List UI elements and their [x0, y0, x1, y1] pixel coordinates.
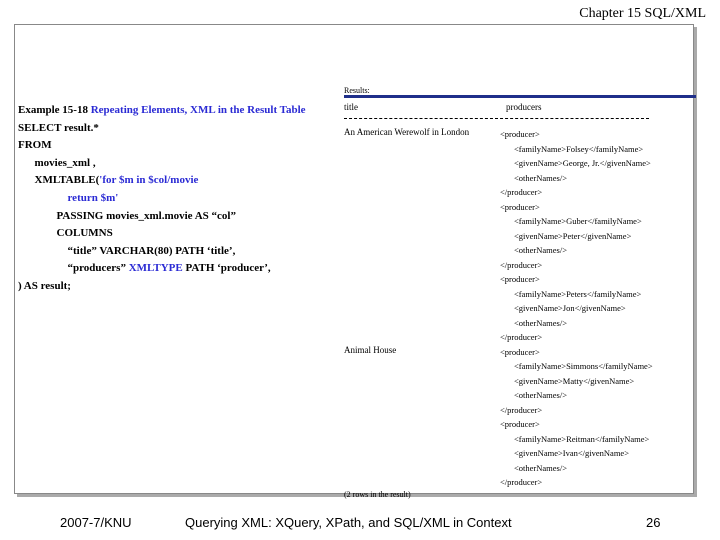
producer-xml-line: <otherNames/>: [514, 390, 568, 400]
results-label: Results:: [344, 86, 370, 95]
blue-rule: [344, 95, 696, 98]
producer-xml-line: </producer>: [500, 259, 543, 270]
sql-line: COLUMNS: [56, 227, 113, 240]
producer-xml-line: </producer>: [500, 404, 543, 415]
footer-date: 2007-7/KNU: [60, 515, 132, 530]
page-number: 26: [646, 515, 661, 530]
producer-xml-line: <producer>: [500, 129, 540, 139]
producer-xml-line: </producer>: [500, 332, 543, 342]
producer-xml-line: <givenName>Ivan</givenName>: [514, 448, 629, 458]
sql-line: PASSING movies_xml.movie AS “col”: [56, 209, 236, 222]
producer-xml-line: <otherNames/>: [514, 317, 568, 328]
result-row-title: An American Werewolf in London: [344, 127, 470, 137]
producer-xml-line: </producer>: [500, 477, 543, 487]
sql-line: XMLTABLE('for $m in $col/movie: [34, 174, 199, 187]
slide-header-title: Chapter 15 SQL/XML: [579, 6, 706, 21]
header-divider: [344, 118, 649, 119]
sql-line: movies_xml ,: [34, 156, 96, 169]
footer-title: Querying XML: XQuery, XPath, and SQL/XML in Context: [185, 515, 512, 530]
sql-line: ) AS result;: [18, 279, 71, 292]
sql-line: “title” VARCHAR(80) PATH ‘title’,: [67, 244, 236, 257]
example-heading: Example 15-18 Repeating Elements, XML in the Result Table: [18, 104, 306, 116]
producer-xml-line: <producer>: [500, 419, 540, 429]
sql-example: [18, 102, 306, 296]
producer-xml-line: <familyName>Peters</familyName>: [514, 288, 642, 299]
producer-xml-line: <givenName>Jon</givenName>: [514, 303, 626, 313]
producer-xml-line: <givenName>George, Jr.</givenName>: [514, 158, 651, 168]
producer-xml-line: <familyName>Simmons</familyName>: [514, 361, 653, 371]
producer-xml-line: <familyName>Guber</familyName>: [514, 216, 642, 226]
column-header-producers: producers: [506, 102, 542, 112]
sql-line: “producers” XMLTYPE PATH ‘producer’,: [67, 262, 271, 275]
producer-xml-line: <otherNames/>: [514, 245, 568, 255]
producer-xml-line: <familyName>Folsey</familyName>: [514, 143, 644, 154]
producer-xml-line: </producer>: [500, 187, 543, 197]
producer-xml-line: <givenName>Matty</givenName>: [514, 375, 635, 386]
producer-xml-line: <producer>: [500, 274, 540, 284]
producer-xml-line: <otherNames/>: [514, 462, 568, 473]
producer-xml-line: <producer>: [500, 346, 540, 357]
sql-line: FROM: [18, 139, 52, 152]
producer-xml-line: <familyName>Reitman</familyName>: [514, 433, 650, 444]
sql-line: SELECT result.*: [18, 121, 99, 134]
producer-xml-line: <otherNames/>: [514, 172, 568, 183]
producer-xml-line: <givenName>Peter</givenName>: [514, 230, 632, 241]
column-header-title: title: [344, 102, 358, 112]
row-count-note: (2 rows in the result): [344, 490, 411, 499]
producer-xml-line: <producer>: [500, 201, 540, 212]
result-row-title: Animal House: [344, 345, 397, 355]
producers-xml: [500, 127, 653, 490]
sql-line: return $m': [67, 191, 119, 204]
